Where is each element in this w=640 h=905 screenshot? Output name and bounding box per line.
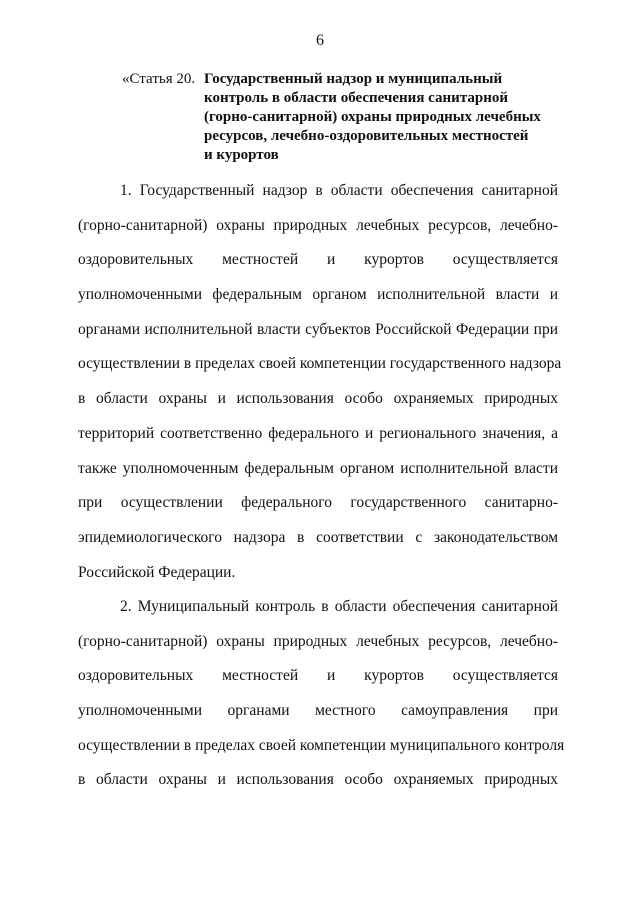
paragraph-2	[78, 590, 565, 798]
paragraph-line: уполномоченными федеральным органом исполнительной власти и	[78, 286, 558, 304]
article-title-line: контроль в области обеспечения санитарной	[204, 90, 508, 106]
article-title	[204, 70, 542, 165]
article-title-line: (горно-санитарной) охраны природных лечебных	[204, 109, 541, 125]
paragraph-line: оздоровительных местностей и курортов осуществляется	[78, 667, 558, 685]
paragraph-1	[78, 174, 562, 590]
article-title-line: Государственный надзор и муниципальный	[204, 71, 503, 87]
paragraph-line: оздоровительных местностей и курортов осуществляется	[78, 251, 558, 269]
article-title-line: ресурсов, лечебно-оздоровительных местностей	[204, 128, 529, 144]
paragraph-line: (горно-санитарной) охраны природных лечебных ресурсов, лечебно-	[78, 216, 558, 234]
paragraph-line: в области охраны и использования особо охраняемых природных	[78, 771, 558, 789]
paragraph-line: органами исполнительной власти субъектов Российской Федерации при	[78, 320, 558, 338]
paragraph-line: также уполномоченным федеральным органом исполнительной власти	[78, 459, 558, 477]
page-number: 6	[316, 32, 324, 49]
paragraph-line: осуществлении в пределах своей компетенции муниципального контроля	[78, 736, 565, 754]
article-title-line: и курортов	[204, 147, 279, 163]
paragraph-line: при осуществлении федерального государственного санитарно-	[78, 494, 558, 512]
paragraph-line: осуществлении в пределах своей компетенции государственного надзора	[78, 355, 562, 373]
paragraph-line: в области охраны и использования особо охраняемых природных	[78, 390, 558, 408]
paragraph-line: территорий соответственно федерального и регионального значения, а	[78, 424, 558, 442]
paragraph-line: 1. Государственный надзор в области обеспечения санитарной	[120, 182, 558, 199]
paragraph-line: (горно-санитарной) охраны природных лечебных ресурсов, лечебно-	[78, 632, 558, 650]
article-number: «Статья 20.	[122, 71, 196, 87]
paragraph-line: эпидемиологического надзора в соответствии с законодательством	[78, 528, 558, 546]
paragraph-line: Российской Федерации.	[78, 563, 236, 581]
paragraph-line: уполномоченными органами местного самоуправления при	[78, 702, 558, 720]
paragraph-line: 2. Муниципальный контроль в области обеспечения санитарной	[120, 598, 558, 615]
